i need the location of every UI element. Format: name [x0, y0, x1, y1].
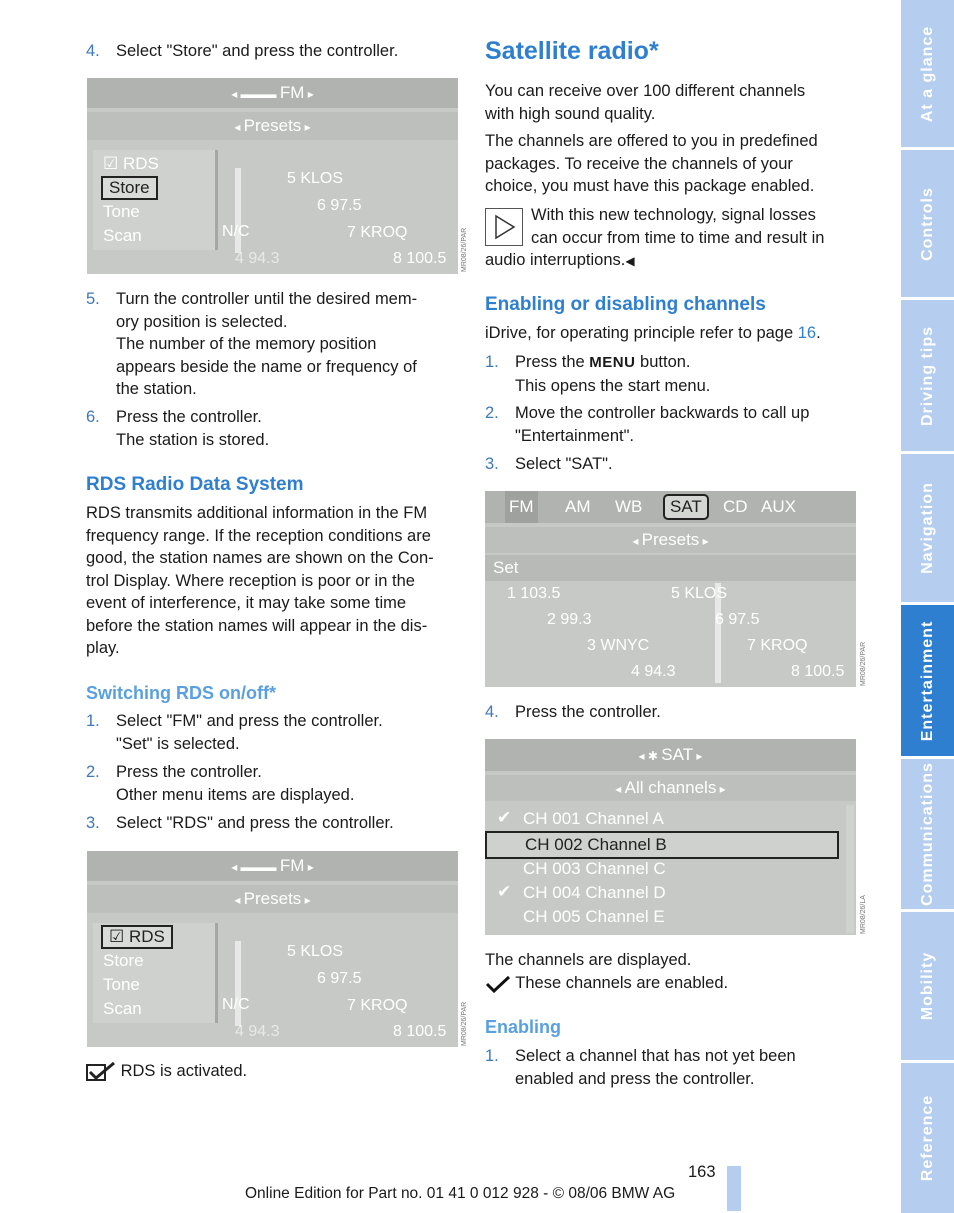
preset-4: 4 94.3	[631, 663, 676, 680]
page-marker	[727, 1166, 741, 1211]
tab-sat: SAT	[663, 494, 709, 520]
page-title: Satellite radio*	[485, 37, 659, 65]
screen-menu	[93, 923, 218, 1023]
switching-heading: Switching RDS on/off*	[86, 683, 276, 703]
tab-entertainment[interactable]: Entertainment	[901, 605, 954, 756]
partial-label: N/C	[222, 996, 250, 1013]
enabling-heading: Enabling	[485, 1017, 561, 1037]
station-6: 6 97.5	[317, 197, 362, 214]
presets-bar: ◂ Presets ▸	[87, 885, 458, 913]
note-icon	[485, 208, 523, 246]
screen-menu	[93, 150, 218, 250]
menu-scan: Scan	[103, 226, 142, 245]
station-8: 8 100.5	[393, 1023, 447, 1040]
tab-communications[interactable]: Communications	[901, 759, 954, 909]
tab-wb: WB	[615, 497, 643, 516]
enable-heading: Enabling or disabling channels	[485, 294, 766, 315]
screen-top-bar: ◂ ▬▬▬ FM ▸	[87, 78, 458, 108]
intro-paragraph-1: You can receive over 100 different channels with high sound quality.	[485, 82, 806, 123]
channel-list	[485, 805, 839, 933]
note-text-end: audio interruptions.◀	[485, 251, 635, 269]
rds-paragraph: RDS transmits additional information in the FM frequency range. If the reception conditions are good, the station names are shown on the Con- trol Display. Where reception is poor or in the event of interference, it may take some time before the station names will appear in the dis- play.	[86, 504, 434, 657]
end-mark-icon: ◀	[625, 254, 635, 268]
preset-1: 1 103.5	[507, 585, 561, 602]
station-8: 8 100.5	[393, 250, 447, 267]
tab-am: AM	[565, 497, 591, 516]
channel-row[interactable]: CH 005 Channel E	[523, 907, 665, 926]
station-5: 5 KLOS	[287, 170, 344, 187]
rds-activated: RDS is activated.	[86, 1060, 247, 1083]
tab-reference[interactable]: Reference	[901, 1063, 954, 1213]
radio-screen-bands	[485, 491, 856, 687]
enabled-legend: These channels are enabled.	[485, 972, 728, 995]
menu-tone: Tone	[103, 975, 140, 994]
intro-paragraph-2: The channels are offered to you in predefined packages. To receive the channels of your choice, you must have this package enabled.	[485, 132, 818, 195]
menu-store: Store	[103, 951, 144, 970]
channel-row[interactable]: CH 002 Channel B	[485, 831, 839, 859]
subtitle-bar: ◂ All channels ▸	[485, 775, 856, 801]
preset-5: 5 KLOS	[671, 585, 728, 602]
presets-bar: ◂ Presets ▸	[87, 112, 458, 140]
page-number: 163	[688, 1163, 716, 1181]
menu-store: Store	[101, 176, 158, 200]
figure-code: MR08/26/PAR	[461, 227, 468, 272]
menu-scan: Scan	[103, 999, 142, 1018]
step-number: 4.	[86, 42, 100, 60]
footer-edition: Online Edition for Part no. 01 41 0 012 928 - © 08/06 BMW AG	[245, 1185, 676, 1202]
radio-screen-rds	[87, 851, 458, 1047]
preset-8: 8 100.5	[791, 663, 845, 680]
presets-bar: ◂ Presets ▸	[485, 527, 856, 553]
menu-button-label: MENU	[589, 354, 636, 371]
channel-row[interactable]: CH 003 Channel C	[523, 859, 666, 878]
idrive-text: iDrive, for operating principle refer to page 16.	[485, 324, 821, 342]
station-6: 6 97.5	[317, 970, 362, 987]
band-tabs	[485, 491, 856, 523]
menu-rds: ☑ RDS	[101, 925, 173, 949]
partial-label: 4 94.3	[235, 250, 280, 267]
channel-list-screen	[485, 739, 856, 935]
tab-fm: FM	[505, 491, 538, 523]
page-link[interactable]: 16	[797, 324, 817, 342]
scrollbar[interactable]	[846, 805, 854, 933]
preset-3: 3 WNYC	[587, 637, 650, 654]
radio-screen-store	[87, 78, 458, 274]
step-text: Select "Store" and press the controller.	[116, 42, 399, 60]
preset-6: 6 97.5	[715, 611, 760, 628]
note-text: With this new technology, signal losses can occur from time to time and result in	[531, 206, 825, 247]
tab-driving-tips[interactable]: Driving tips	[901, 300, 954, 451]
rds-check-icon	[86, 1062, 116, 1082]
channel-row[interactable]: ✔ CH 004 Channel D	[497, 882, 666, 902]
tab-aux: AUX	[761, 497, 796, 516]
rds-heading: RDS Radio Data System	[86, 474, 304, 495]
preset-2: 2 99.3	[547, 611, 592, 628]
figure-code: MR08/26/PAR	[461, 1001, 468, 1046]
check-icon	[485, 975, 511, 993]
set-bar: Set	[485, 555, 856, 581]
partial-label: N/C	[222, 223, 250, 240]
tab-navigation[interactable]: Navigation	[901, 454, 954, 602]
channels-displayed: The channels are displayed.	[485, 951, 692, 969]
figure-code: MR08/26/LA	[860, 895, 867, 934]
check-icon: ✔	[497, 808, 512, 827]
channel-row[interactable]: ✔ CH 001 Channel A	[497, 808, 664, 828]
menu-tone: Tone	[103, 202, 140, 221]
tab-at-a-glance[interactable]: At a glance	[901, 0, 954, 147]
tab-controls[interactable]: Controls	[901, 150, 954, 297]
station-7: 7 KROQ	[347, 224, 408, 241]
station-7: 7 KROQ	[347, 997, 408, 1014]
screen-top-bar: ◂ ▬▬▬ FM ▸	[87, 851, 458, 881]
station-5: 5 KLOS	[287, 943, 344, 960]
preset-7: 7 KROQ	[747, 637, 808, 654]
screen-top-bar: ◂ ✱ SAT ▸	[485, 739, 856, 771]
check-icon: ✔	[497, 882, 512, 901]
figure-code: MR08/26/PAR	[860, 641, 867, 686]
partial-label: 4 94.3	[235, 1023, 280, 1040]
tab-cd: CD	[723, 497, 748, 516]
tab-mobility[interactable]: Mobility	[901, 912, 954, 1060]
menu-rds: ☑ RDS	[103, 154, 159, 173]
